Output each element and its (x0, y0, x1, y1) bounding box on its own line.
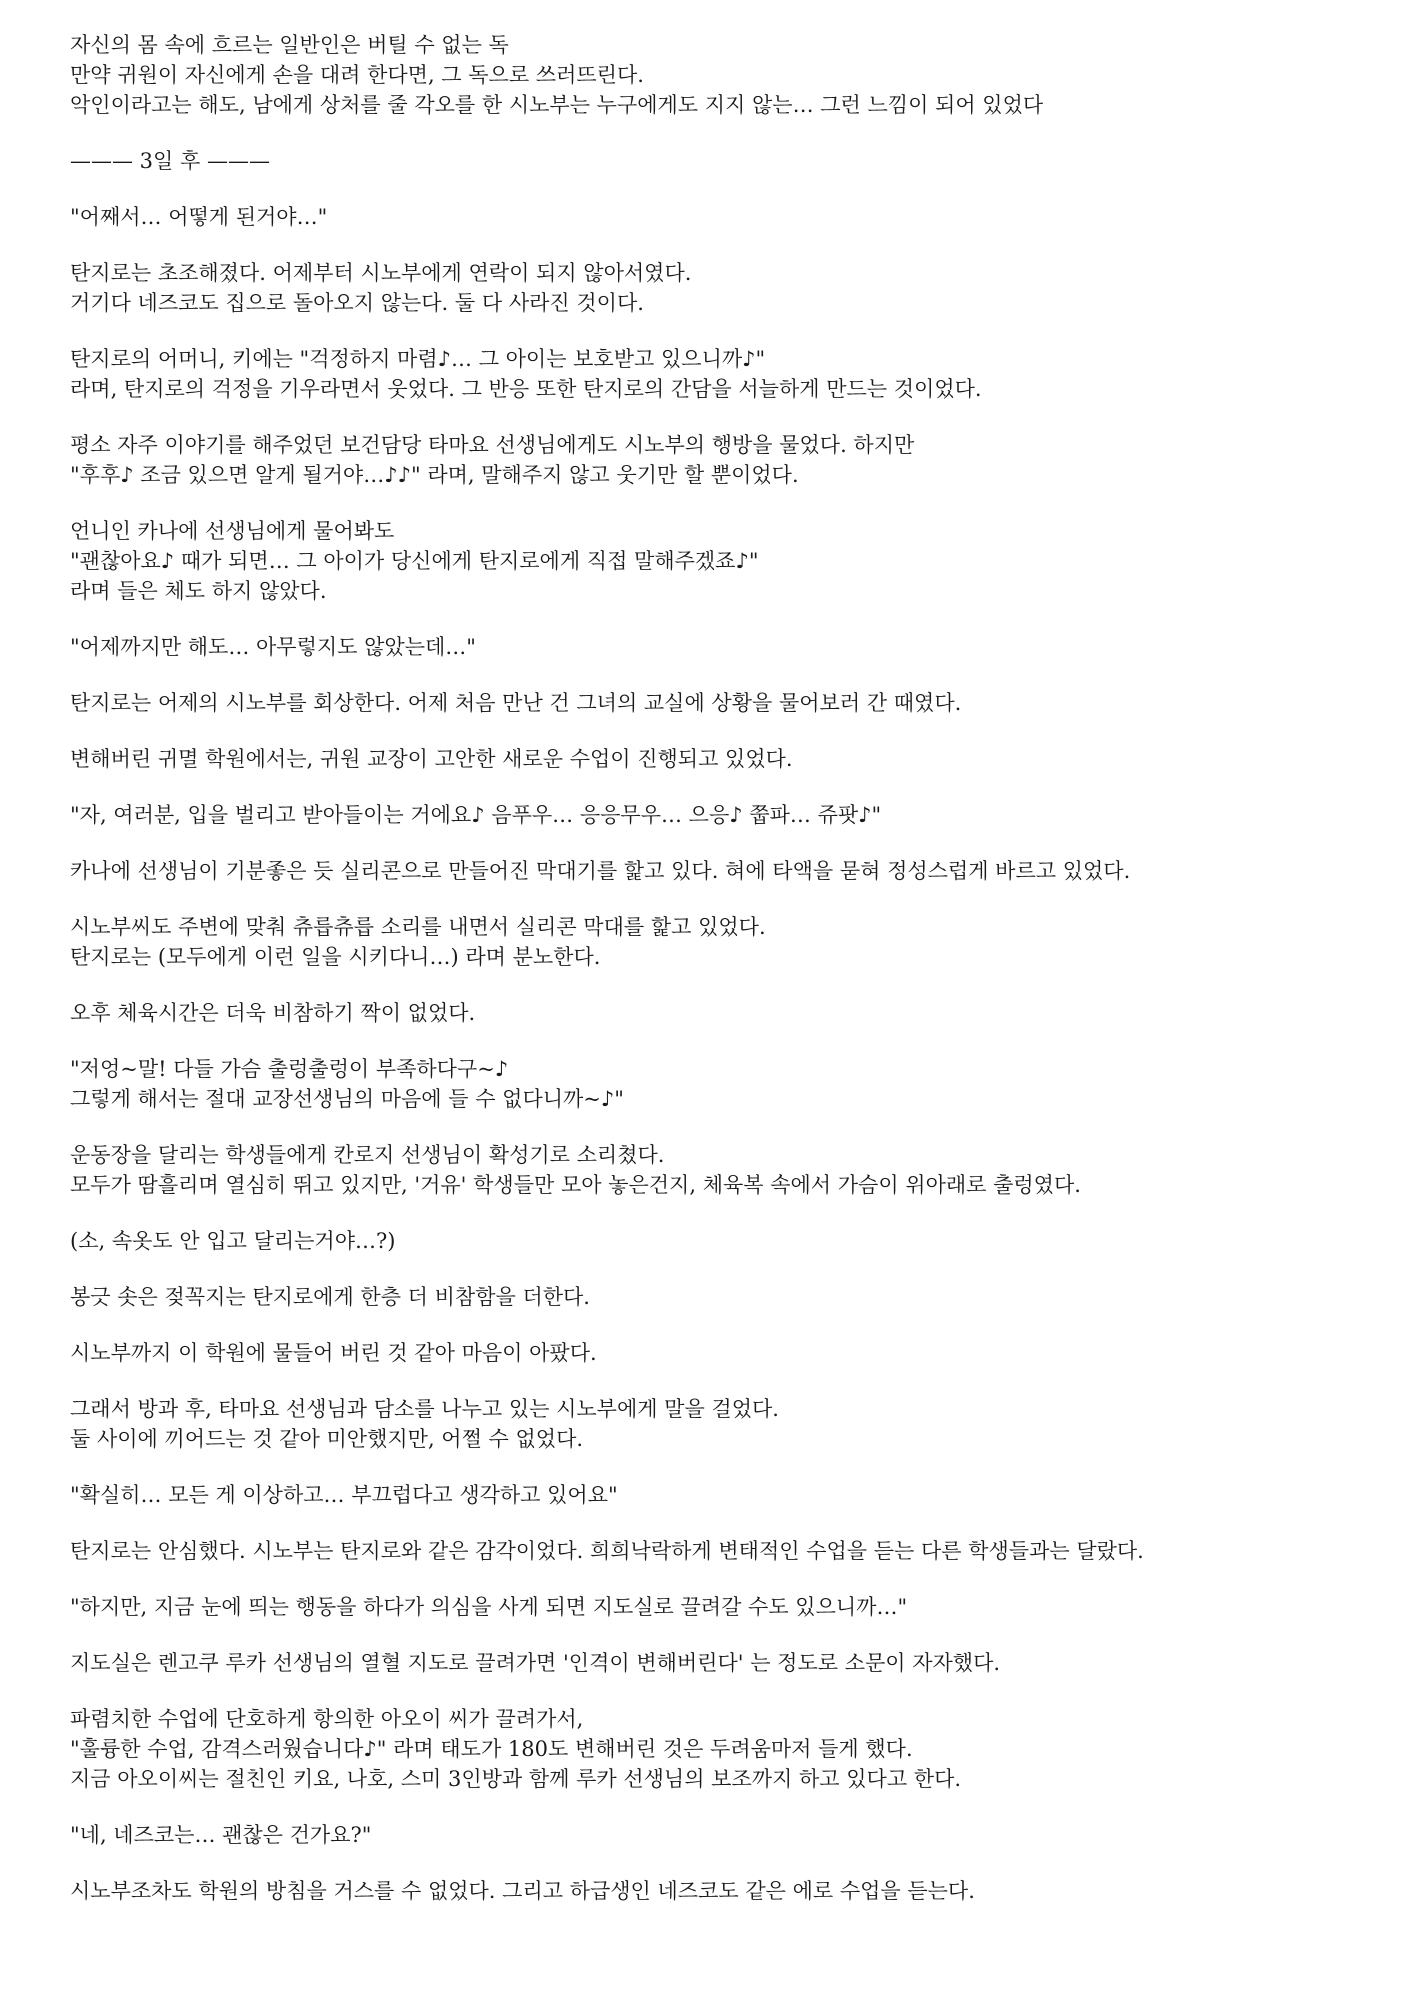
paragraph (70, 1226, 1370, 1256)
paragraph (70, 30, 1370, 120)
paragraph (70, 516, 1370, 606)
text-line: 시노부조차도 학원의 방침을 거스를 수 없었다. 그리고 하급생인 네즈코도 같은 에로 수업을 듣는다. (70, 1879, 975, 1903)
text-line: "어제까지만 해도… 아무렇지도 않았는데…" (70, 635, 476, 659)
paragraph (70, 1282, 1370, 1312)
paragraph (70, 202, 1370, 232)
paragraph (70, 632, 1370, 662)
paragraph (70, 1876, 1370, 1906)
paragraph (70, 344, 1370, 404)
text-line: 라며, 탄지로의 걱정을 기우라면서 웃었다. 그 반응 또한 탄지로의 간담을 서늘하게 만드는 것이었다. (70, 377, 982, 401)
text-line: "어째서… 어떻게 된거야…" (70, 205, 328, 229)
text-line: "하지만, 지금 눈에 띄는 행동을 하다가 의심을 사게 되면 지도실로 끌려갈 수도 있으니까…" (70, 1595, 908, 1619)
text-line: 그렇게 해서는 절대 교장선생님의 마음에 들 수 없다니까~♪" (70, 1087, 624, 1111)
text-line: 라며 들은 체도 하지 않았다. (70, 579, 327, 603)
text-line: 탄지로는 안심했다. 시노부는 탄지로와 같은 감각이었다. 희희낙락하게 변태적인 수업을 듣는 다른 학생들과는 달랐다. (70, 1539, 1144, 1563)
paragraph (70, 258, 1370, 318)
text-line: "훌륭한 수업, 감격스러웠습니다♪" 라며 태도가 180도 변해버린 것은 두려움마저 들게 했다. (70, 1737, 913, 1761)
text-line: "네, 네즈코는… 괜찮은 건가요?" (70, 1823, 372, 1847)
text-line: 시노부씨도 주변에 맞춰 츄릅츄릅 소리를 내면서 실리콘 막대를 핥고 있었다. (70, 915, 766, 939)
text-line: "저엉~말! 다들 가슴 출렁출렁이 부족하다구~♪ (70, 1057, 509, 1081)
paragraph (70, 1394, 1370, 1454)
paragraph (70, 1704, 1370, 1794)
text-line: 탄지로는 (모두에게 이런 일을 시키다니…) 라며 분노한다. (70, 945, 601, 969)
paragraph (70, 430, 1370, 490)
text-line: 카나에 선생님이 기분좋은 듯 실리콘으로 만들어진 막대기를 핥고 있다. 혀에 타액을 묻혀 정성스럽게 바르고 있었다. (70, 859, 1131, 883)
paragraph (70, 1054, 1370, 1114)
paragraph (70, 800, 1370, 830)
paragraph (70, 1480, 1370, 1510)
paragraph (70, 146, 1370, 176)
text-line: 탄지로는 어제의 시노부를 회상한다. 어제 처음 만난 건 그녀의 교실에 상황을 물어보러 간 때였다. (70, 691, 962, 715)
text-line: 그래서 방과 후, 타마요 선생님과 담소를 나누고 있는 시노부에게 말을 걸었다. (70, 1397, 779, 1421)
paragraph (70, 1820, 1370, 1850)
text-line: (소, 속옷도 안 입고 달리는거야…?) (70, 1229, 396, 1253)
paragraph (70, 912, 1370, 972)
text-line: 변해버린 귀멸 학원에서는, 귀원 교장이 고안한 새로운 수업이 진행되고 있었다. (70, 747, 793, 771)
text-line: 평소 자주 이야기를 해주었던 보건담당 타마요 선생님에게도 시노부의 행방을 물었다. 하지만 (70, 433, 915, 457)
paragraph (70, 1140, 1370, 1200)
paragraph (70, 1338, 1370, 1368)
text-line: 오후 체육시간은 더욱 비참하기 짝이 없었다. (70, 1001, 476, 1025)
paragraph (70, 744, 1370, 774)
text-line: "확실히… 모든 게 이상하고… 부끄럽다고 생각하고 있어요" (70, 1483, 618, 1507)
text-line: 자신의 몸 속에 흐르는 일반인은 버틸 수 없는 독 (70, 33, 509, 57)
text-line: "괜찮아요♪ 때가 되면… 그 아이가 당신에게 탄지로에게 직접 말해주겠죠♪" (70, 549, 759, 573)
text-line: 탄지로의 어머니, 키에는 "걱정하지 마렴♪… 그 아이는 보호받고 있으니까♪" (70, 347, 766, 371)
text-line: "자, 여러분, 입을 벌리고 받아들이는 거에요♪ 음푸우… 응응무우… 으응♪ 쭙파… 쥬팟♪" (70, 803, 882, 827)
paragraph (70, 1536, 1370, 1566)
paragraph (70, 688, 1370, 718)
paragraph (70, 856, 1370, 886)
text-line: 악인이라고는 해도, 남에게 상처를 줄 각오를 한 시노부는 누구에게도 지지 않는… 그런 느낌이 되어 있었다 (70, 93, 1044, 117)
text-line: 봉긋 솟은 젖꼭지는 탄지로에게 한층 더 비참함을 더한다. (70, 1285, 590, 1309)
text-line: 모두가 땀흘리며 열심히 뛰고 있지만, '거유' 학생들만 모아 놓은건지, 체육복 속에서 가슴이 위아래로 출렁였다. (70, 1173, 1081, 1197)
text-line: 탄지로는 초조해졌다. 어제부터 시노부에게 연락이 되지 않아서였다. (70, 261, 692, 285)
text-line: ——— 3일 후 ——— (70, 149, 270, 173)
paragraph (70, 998, 1370, 1028)
document-page (70, 30, 1370, 1932)
text-line: 둘 사이에 끼어드는 것 같아 미안했지만, 어쩔 수 없었다. (70, 1427, 584, 1451)
text-line: 지도실은 렌고쿠 루카 선생님의 열혈 지도로 끌려가면 '인격이 변해버린다' 는 정도로 소문이 자자했다. (70, 1651, 1001, 1675)
paragraph (70, 1648, 1370, 1678)
text-line: 만약 귀원이 자신에게 손을 대려 한다면, 그 독으로 쓰러뜨린다. (70, 63, 644, 87)
text-line: 언니인 카나에 선생님에게 물어봐도 (70, 519, 395, 543)
text-line: "후후♪ 조금 있으면 알게 될거야…♪♪" 라며, 말해주지 않고 웃기만 할 뿐이었다. (70, 463, 799, 487)
text-line: 거기다 네즈코도 집으로 돌아오지 않는다. 둘 다 사라진 것이다. (70, 291, 644, 315)
text-line: 파렴치한 수업에 단호하게 항의한 아오이 씨가 끌려가서, (70, 1707, 584, 1731)
text-line: 시노부까지 이 학원에 물들어 버린 것 같아 마음이 아팠다. (70, 1341, 597, 1365)
paragraph (70, 1592, 1370, 1622)
text-line: 지금 아오이씨는 절친인 키요, 나호, 스미 3인방과 함께 루카 선생님의 보조까지 하고 있다고 한다. (70, 1767, 962, 1791)
text-line: 운동장을 달리는 학생들에게 칸로지 선생님이 확성기로 소리쳤다. (70, 1143, 665, 1167)
